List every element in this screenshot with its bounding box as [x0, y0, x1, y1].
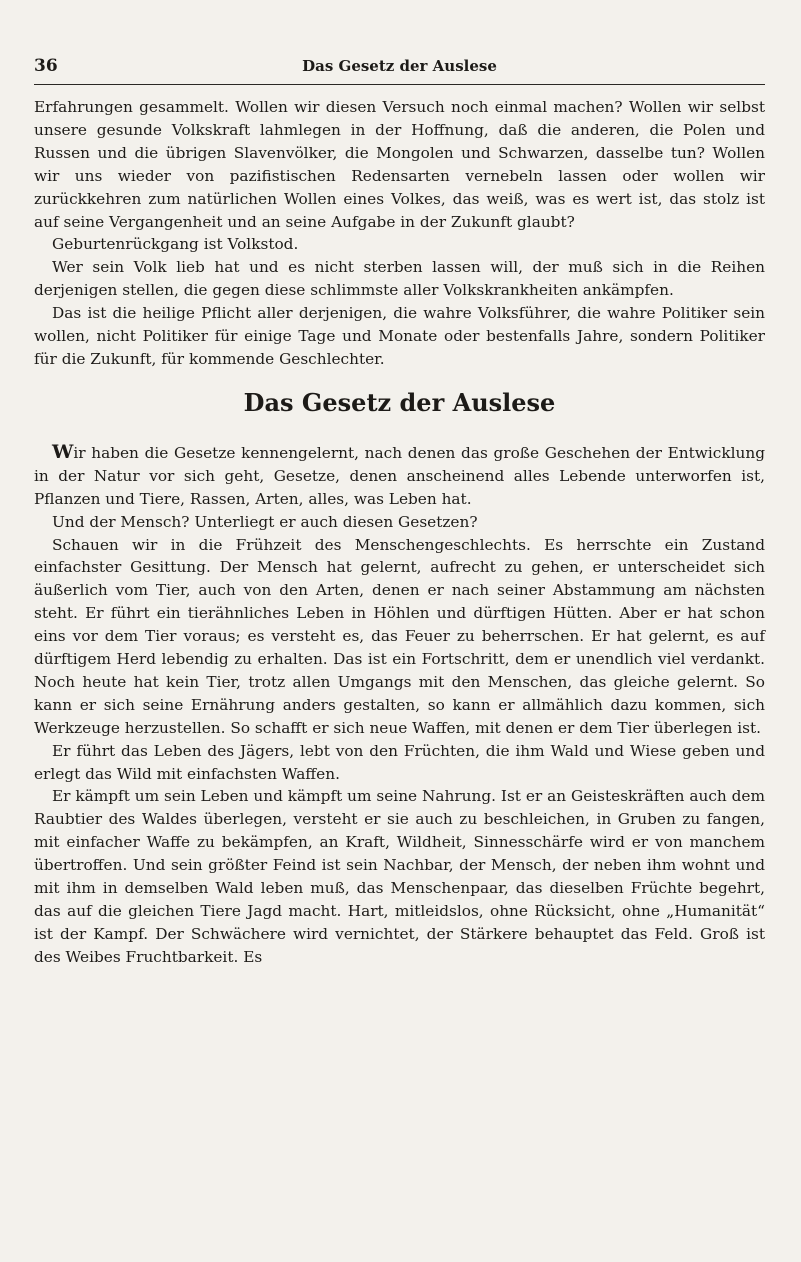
- paragraph: Schauen wir in die Frühzeit des Menschengeschlechts. Es herrschte ein Zustand einfachster Gesittung. Der Mensch hat gelernt, aufrecht zu gehen, er unterscheidet sich äußerlich vom Tier, auch von den Arten, denen er nach seiner Abstammung am nächsten steht. Er führt ein tierähnliches Leben in Höhlen und dürftigen Hütten. Aber er hat schon eins vor dem Tier voraus; es versteht es, das Feuer zu beherrschen. Er hat gelernt, es auf dürftigem Herd lebendig zu erhalten. Das ist ein Fortschritt, dem er unendlich viel verdankt. Noch heute hat kein Tier, trotz allen Umgangs mit den Menschen, das gleiche gelernt. So kann er sich seine Ernährung anders gestalten, so kann er allmählich dazu kommen, sich Werkzeuge herzustellen. So schafft er sich neue Waffen, mit denen er dem Tier überlegen ist.: [34, 535, 765, 737]
- running-header: [34, 26, 765, 85]
- page-number: 36: [34, 56, 58, 76]
- paragraph: Er führt das Leben des Jägers, lebt von den Früchten, die ihm Wald und Wiese geben und erlegt das Wild mit einfachsten Waffen.: [34, 741, 765, 783]
- paragraph-text: ir haben die Gesetze kennengelernt, nach denen das große Geschehen der Entwicklung in der Natur vor sich geht, Gesetze, denen anscheinend alles Lebende unterworfen ist, Pflanzen und Tiere, Rassen, Arten, alles, was Leben hat.: [34, 443, 765, 508]
- paragraph: [34, 441, 765, 511]
- paragraph: Erfahrungen gesammelt. Wollen wir diesen Versuch noch einmal machen? Wollen wir selbst unsere gesunde Volkskraft lahmlegen in der Hoffnung, daß die anderen, die Polen und Russen und die übrigen Slavenvölker, die Mongolen und Schwarzen, dasselbe tun? Wollen wir uns wieder von pazifistischen Redensarten vernebeln lassen oder wollen wir zurückkehren zum natürlichen Wollen eines Volkes, das weiß, was es wert ist, das stolz ist auf seine Vergangenheit und an seine Aufgabe in der Zukunft glaubt?: [34, 98, 765, 231]
- paragraph: Wer sein Volk lieb hat und es nicht sterben lassen will, der muß sich in die Reihen derjenigen stellen, die gegen diese schlimmste aller Volkskrankheiten ankämpfen.: [34, 258, 765, 300]
- page-body: [34, 96, 765, 969]
- paragraph: Und der Mensch? Unterliegt er auch diesen Gesetzen?: [52, 512, 478, 531]
- drop-initial: W: [52, 440, 74, 463]
- section-heading: Das Gesetz der Auslese: [243, 387, 556, 417]
- paragraph: Das ist die heilige Pflicht aller derjenigen, die wahre Volksführer, die wahre Politiker sein wollen, nicht Politiker für einige Tage und Monate oder bestenfalls Jahre, sondern Politiker für die Zukunft, für kommende Geschlechter.: [34, 304, 765, 368]
- running-title: Das Gesetz der Auslese: [302, 57, 497, 75]
- paragraph: Er kämpft um sein Leben und kämpft um seine Nahrung. Ist er an Geisteskräften auch dem Raubtier des Waldes überlegen, versteht er sie auch zu beschleichen, in Gruben zu fangen, mit einfacher Waffe zu bekämpfen, an Kraft, Wildheit, Sinnesschärfe wird er von manchem übertroffen. Und sein größter Feind ist sein Nachbar, der Mensch, der neben ihm wohnt und mit ihm in demselben Wald leben muß, das Menschenpaar, das dieselben Früchte begehrt, das auf die gleichen Tiere Jagd macht. Hart, mitleidslos, ohne Rücksicht, ohne „Humanität“ ist der Kampf. Der Schwächere wird vernichtet, der Stärkere behauptet das Feld. Groß ist des Weibes Fruchtbarkeit. Es: [34, 787, 765, 966]
- paragraph: Geburtenrückgang ist Volkstod.: [52, 235, 299, 254]
